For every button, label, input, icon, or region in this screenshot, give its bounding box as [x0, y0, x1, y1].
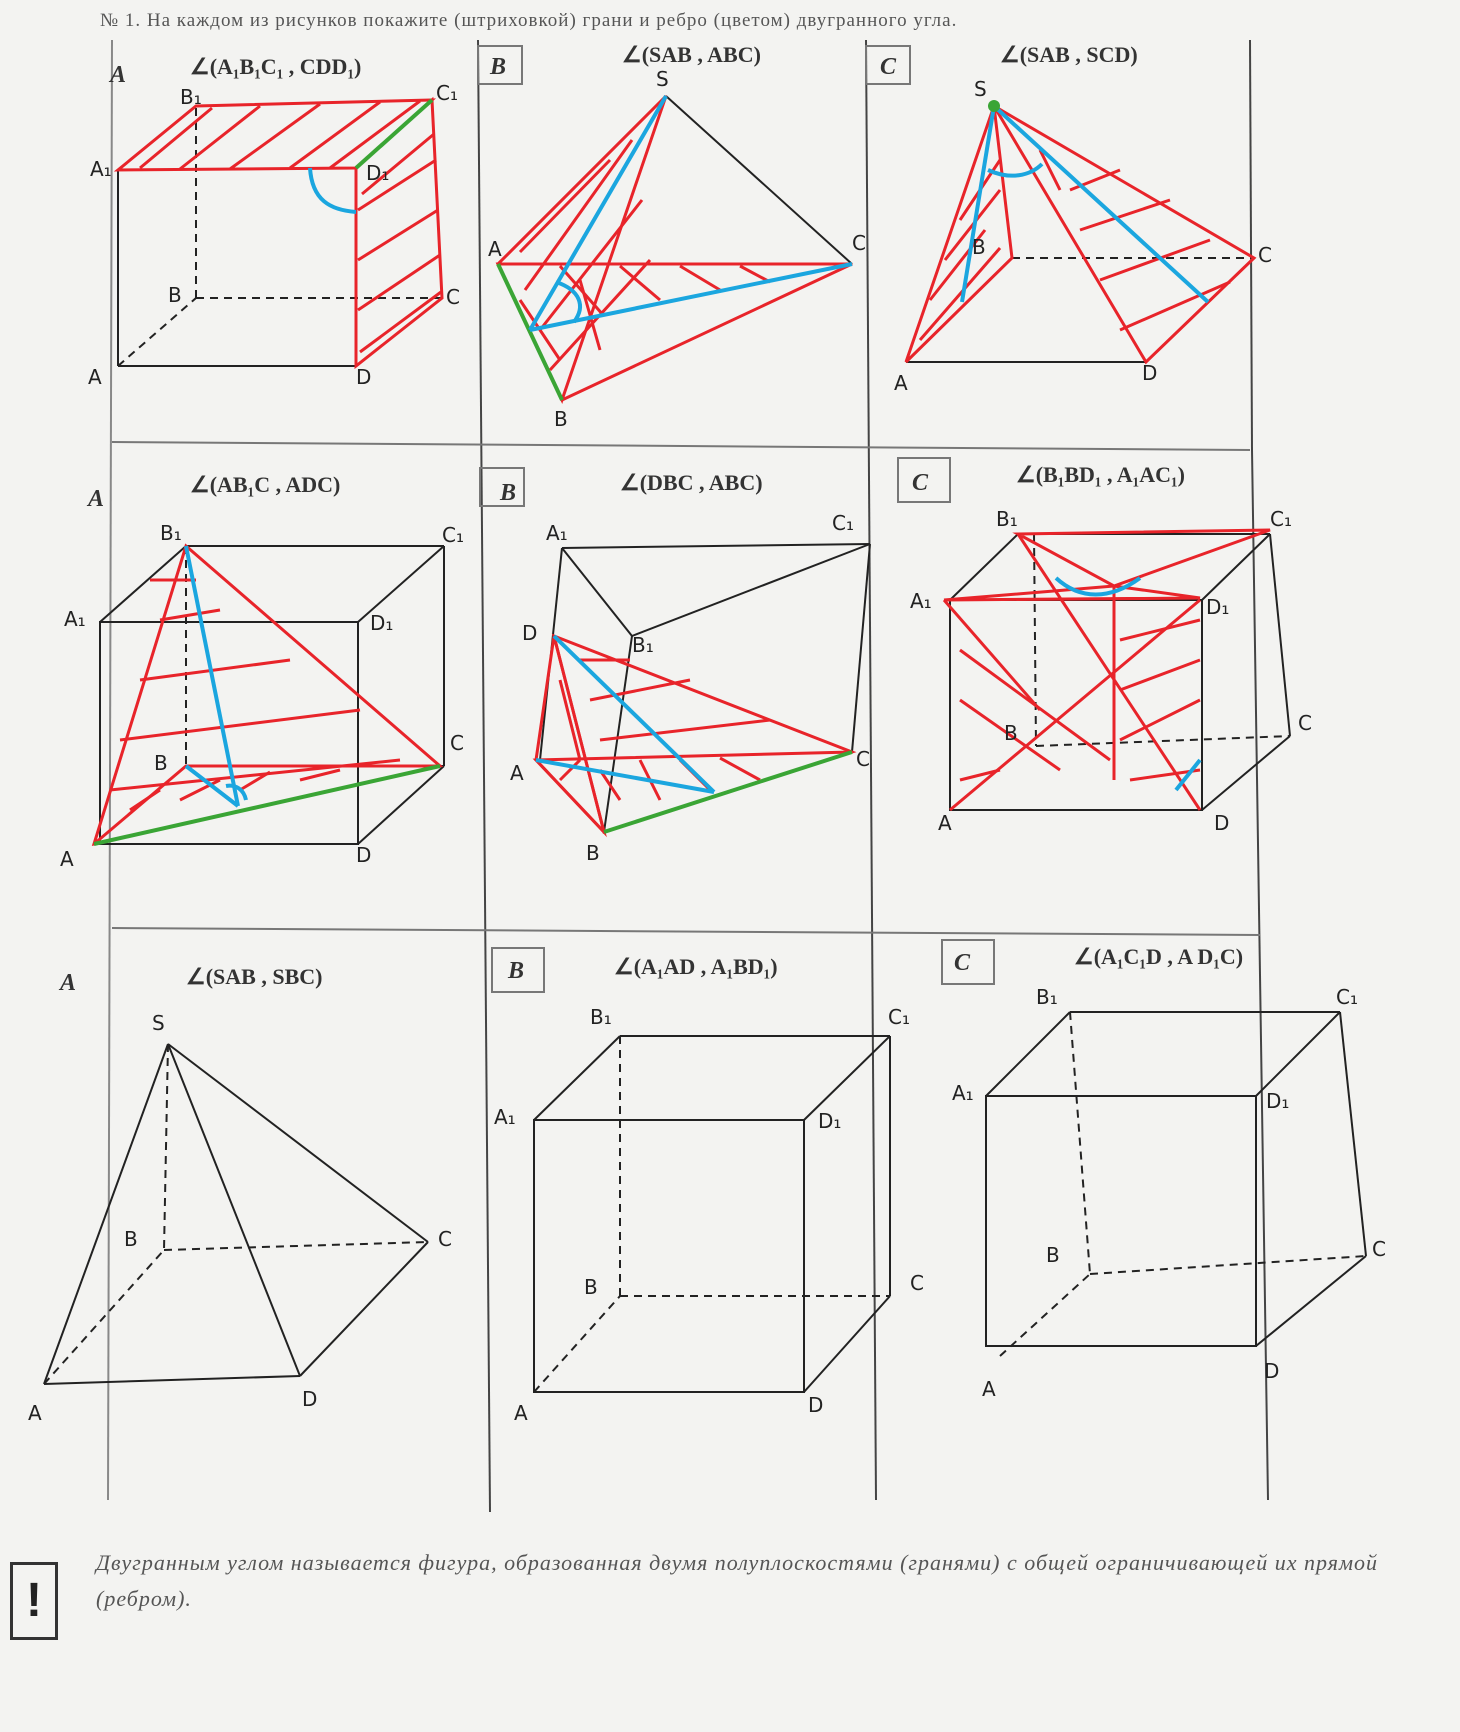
vertex-label: D₁: [818, 1109, 842, 1133]
vertex-label: B: [554, 407, 568, 431]
panel-9-cube: [986, 1012, 1366, 1356]
panel-4-hatched-faces: [94, 546, 440, 844]
panel-2-text: [488, 42, 866, 431]
definition-text: Двугранным углом называется фигура, образованная двумя полуплоскостями (гранями) с общей ограничивающей их прямой (ребром).: [96, 1550, 1379, 1611]
vertex-label: D: [808, 1393, 824, 1417]
panel-6-hatched-faces: [944, 530, 1270, 810]
panel-1-hatched-faces: [118, 100, 442, 366]
vertex-label: B: [584, 1275, 598, 1299]
vertex-label: A₁: [952, 1081, 974, 1105]
vertex-label: B₁: [996, 507, 1018, 531]
vertex-label: A₁: [546, 521, 568, 545]
vertex-label: S: [656, 67, 669, 91]
vertex-label: A: [894, 371, 908, 395]
vertex-label: A: [514, 1401, 528, 1425]
panel-3-mark: C: [880, 54, 897, 80]
panel-6-mark: C: [912, 470, 929, 496]
vertex-label: D: [1214, 811, 1230, 835]
panel-9-mark: C: [954, 950, 971, 976]
vertex-label: A: [60, 847, 74, 871]
vertex-label: C₁: [436, 81, 458, 105]
panel-8-text: [494, 954, 924, 1425]
panel-1-mark: A: [110, 62, 127, 88]
vertex-label: A₁: [90, 157, 112, 181]
panel-1-cube: [118, 100, 442, 366]
vertex-label: C₁: [1336, 985, 1358, 1009]
panel-3-title: ∠(SAB , SCD): [1000, 42, 1138, 67]
vertex-label: C: [910, 1271, 924, 1295]
panel-5-title: ∠(DBC , ABC): [620, 470, 763, 495]
panel-8-mark: B: [508, 958, 525, 984]
vertex-label: A₁: [494, 1105, 516, 1129]
vertex-label: D₁: [370, 611, 394, 635]
vertex-label: S: [152, 1011, 165, 1035]
vertex-label: A: [88, 365, 102, 389]
vertex-label: C: [450, 731, 464, 755]
panel-4-edge: [94, 766, 440, 844]
panel-8-title: ∠(A₁AD , A₁BD₁): [614, 954, 778, 979]
task-header: № 1. На каждом из рисунков покажите (штриховкой) грани и ребро (цветом) двугранного угла.: [100, 10, 958, 31]
vertex-label: D₁: [1266, 1089, 1290, 1113]
panel-6-cube: [944, 530, 1290, 810]
panel-2-hatched-faces: [498, 96, 852, 400]
panel-3-hatched-faces: [906, 106, 1254, 362]
vertex-label: S: [974, 77, 987, 101]
vertex-label: A: [938, 811, 952, 835]
vertex-label: C₁: [832, 511, 854, 535]
panel-2-pyramid: [498, 96, 852, 400]
panel-4-cube: [94, 546, 444, 844]
panel-2-mark: B: [490, 54, 507, 80]
panel-9-title: ∠(A₁C₁D , A D₁C): [1074, 944, 1244, 969]
vertex-label: D: [1264, 1359, 1280, 1383]
vertex-label: B₁: [590, 1005, 612, 1029]
vertex-label: A: [28, 1401, 42, 1425]
vertex-label: B: [168, 283, 182, 307]
panel-3-pyramid: [906, 100, 1254, 362]
panel-5-prism: [536, 544, 870, 832]
vertex-label: C: [446, 285, 460, 309]
vertex-label: D: [522, 621, 538, 645]
panel-6-text: [910, 462, 1312, 835]
vertex-label: B₁: [1036, 985, 1058, 1009]
panel-1-angle-arc: [310, 168, 356, 212]
vertex-label: C: [856, 747, 870, 771]
panel-7-text: [28, 964, 452, 1425]
panel-2-title: ∠(SAB , ABC): [622, 42, 761, 67]
panel-5-mark: B: [500, 480, 517, 506]
vertex-label: A: [488, 237, 502, 261]
vertex-label: B: [124, 1227, 138, 1251]
panel-4-text: [60, 472, 464, 871]
panel-7-mark: A: [60, 970, 77, 996]
vertex-label: C: [1372, 1237, 1386, 1261]
vertex-label: A₁: [64, 607, 86, 631]
vertex-label: C₁: [442, 523, 464, 547]
vertex-label: C₁: [1270, 507, 1292, 531]
vertex-label: D: [302, 1387, 318, 1411]
panel-7-pyramid: [44, 1044, 428, 1384]
panel-6-title: ∠(B₁BD₁ , A₁AC₁): [1016, 462, 1185, 487]
vertex-label: D₁: [1206, 595, 1230, 619]
panel-1-title: ∠(A₁B₁C₁ , CDD₁): [190, 54, 362, 79]
vertex-label: B: [154, 751, 168, 775]
vertex-label: B₁: [160, 521, 182, 545]
vertex-label: C: [1258, 243, 1272, 267]
panel-4-title: ∠(AB₁C , ADC): [190, 472, 341, 497]
vertex-label: B: [586, 841, 600, 865]
grid-lines: [108, 40, 1268, 1512]
vertex-label: D: [356, 843, 372, 867]
vertex-label: C: [852, 231, 866, 255]
panel-8-cube: [534, 1036, 890, 1392]
vertex-label: C: [1298, 711, 1312, 735]
vertex-label: D₁: [366, 161, 390, 185]
vertex-label: B₁: [632, 633, 654, 657]
vertex-label: B: [1046, 1243, 1060, 1267]
vertex-label: C₁: [888, 1005, 910, 1029]
warning-icon: !: [10, 1562, 58, 1640]
vertex-label: D: [1142, 361, 1158, 385]
vertex-label: A₁: [910, 589, 932, 613]
vertex-label: C: [438, 1227, 452, 1251]
vertex-label: B: [1004, 721, 1018, 745]
panel-7-title: ∠(SAB , SBC): [186, 964, 323, 989]
vertex-label: B₁: [180, 85, 202, 109]
panel-3-text: [880, 42, 1272, 395]
vertex-label: D: [356, 365, 372, 389]
vertex-label: A: [510, 761, 524, 785]
panel-4-mark: A: [88, 486, 105, 512]
vertex-label: B: [972, 235, 986, 259]
vertex-label: A: [982, 1377, 996, 1401]
